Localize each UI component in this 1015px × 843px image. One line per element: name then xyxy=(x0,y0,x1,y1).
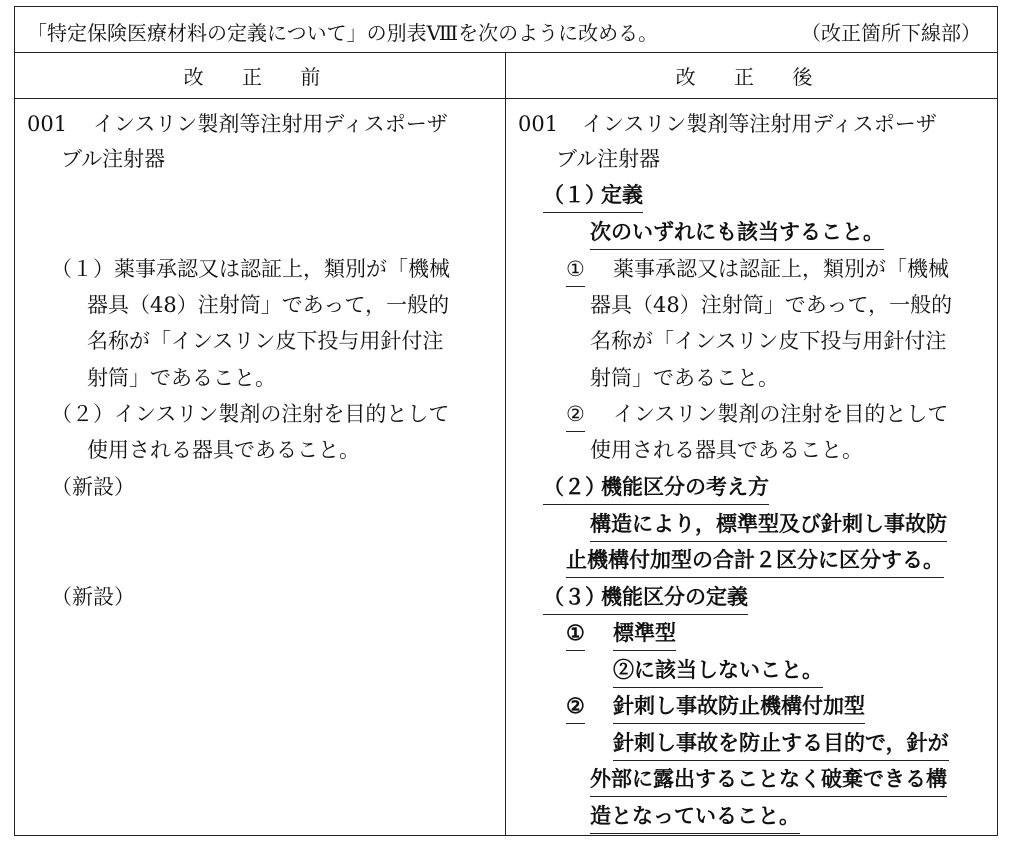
before-c1-line2: 器具（48）注射筒」であって，一般的 xyxy=(87,293,450,317)
after-s1-item2-line2: 使用される器具であること。 xyxy=(590,438,863,462)
after-s1-number: （１） xyxy=(543,181,606,213)
after-s3-item2-line1: 針刺し事故を防止する目的で，針が xyxy=(613,729,949,761)
before-item-name-2: ブル注射器 xyxy=(61,147,166,171)
before-c2-line1: （２）インスリン製剤の注射を目的として xyxy=(51,402,450,426)
document-title: 「特定保険医療材料の定義について」の別表Ⅷを次のように改める。 xyxy=(27,21,659,45)
before-item-no: 001 xyxy=(27,112,68,136)
after-s3-item1-text: ②に該当しないこと。 xyxy=(613,656,823,688)
after-s1-item1-line3: 名称が「インスリン皮下投与用針付注 xyxy=(590,329,947,353)
after-s1-item2-number: ② xyxy=(566,400,585,432)
before-new-2: （新設） xyxy=(51,585,135,609)
before-item-name-1: インスリン製剤等注射用ディスポーザ xyxy=(93,112,448,136)
after-s3-item1-number: ① xyxy=(566,619,585,651)
after-s1-item1-line2: 器具（48）注射筒」であって，一般的 xyxy=(590,293,953,317)
after-s2-heading: 機能区分の考え方 xyxy=(601,473,769,505)
after-s2-text-line2: 止機構付加型の合計２区分に区分する。 xyxy=(566,546,944,578)
after-s1-heading: 定義 xyxy=(601,181,643,213)
title-row xyxy=(15,7,997,53)
after-item-name-1: インスリン製剤等注射用ディスポーザ xyxy=(582,112,937,136)
before-new-1: （新設） xyxy=(51,475,135,499)
amendment-table xyxy=(14,6,998,836)
after-item-name-2: ブル注射器 xyxy=(556,147,661,171)
after-item-no: 001 xyxy=(518,112,559,136)
before-c1-line3: 名称が「インスリン皮下投与用針付注 xyxy=(87,329,444,353)
after-s1-text: 次のいずれにも該当すること。 xyxy=(590,218,884,250)
after-s3-item2-line3: 造となっていること。 xyxy=(590,802,800,834)
after-s3-number: （３） xyxy=(543,583,606,615)
title-note: （改正箇所下線部） xyxy=(801,21,981,45)
after-s1-item1-number: ① xyxy=(566,255,585,287)
after-s3-item1-heading: 標準型 xyxy=(613,619,676,651)
after-s1-item1-line1: 薬事承認又は認証上，類別が「機械 xyxy=(613,257,949,281)
after-s1-item1-line4: 射筒」であること。 xyxy=(590,366,779,390)
header-before: 改 正 前 xyxy=(183,65,337,89)
column-divider xyxy=(505,53,506,835)
before-c2-line2: 使用される器具であること。 xyxy=(87,438,360,462)
before-c1-line1: （１）薬事承認又は認証上，類別が「機械 xyxy=(51,257,450,281)
after-s3-heading: 機能区分の定義 xyxy=(601,583,748,615)
after-s3-item2-number: ② xyxy=(566,692,585,724)
after-s3-item2-line2: 外部に露出することなく破棄できる構 xyxy=(590,765,947,797)
after-s1-item2-line1: インスリン製剤の注射を目的として xyxy=(613,402,949,426)
after-s3-item2-heading: 針刺し事故防止機構付加型 xyxy=(613,692,865,724)
header-row xyxy=(15,53,997,99)
header-after: 改 正 後 xyxy=(675,65,829,89)
after-s2-number: （２） xyxy=(543,473,606,505)
after-s2-text-line1: 構造により，標準型及び針刺し事故防 xyxy=(590,510,947,542)
before-c1-line4: 射筒」であること。 xyxy=(87,366,276,390)
